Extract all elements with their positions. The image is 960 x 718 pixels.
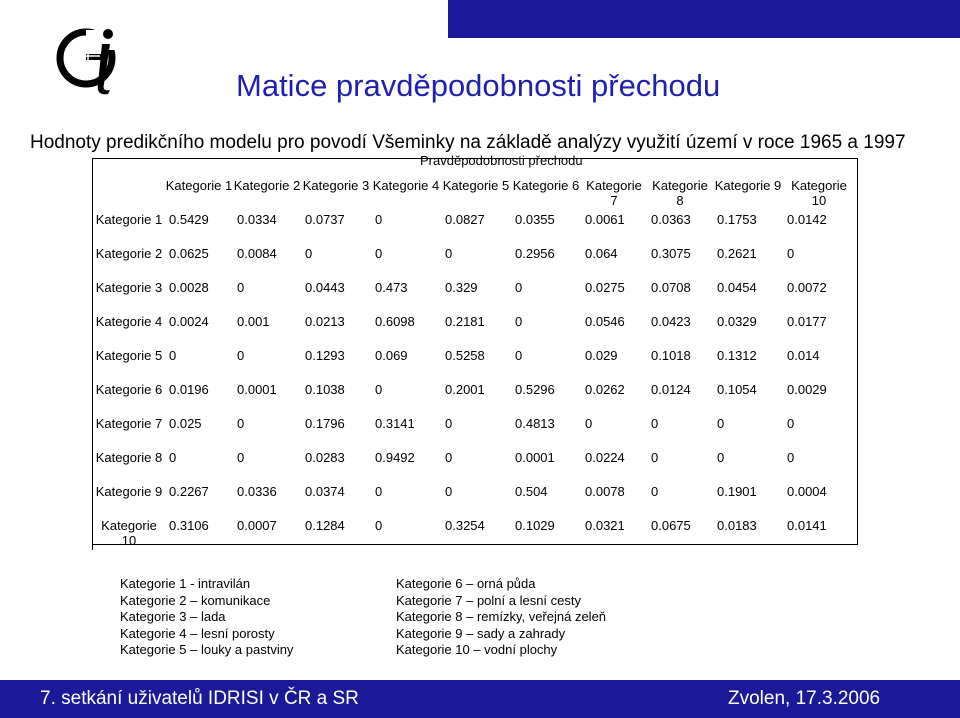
table-cell: 0.1054 [717, 382, 757, 397]
table-cell: 0.0061 [585, 212, 625, 227]
table-cell: 0.9492 [375, 450, 415, 465]
legend-left [120, 576, 293, 659]
table-cell: 0.2267 [169, 484, 209, 499]
table-cell: 0 [717, 450, 725, 465]
row-header: Kategorie 4 [95, 314, 163, 329]
table-cell: 0.0141 [787, 518, 827, 533]
row-header: Kategorie 5 [95, 348, 163, 363]
table-row [93, 314, 855, 348]
corner-cell [93, 178, 165, 212]
table-cell: 0.3254 [445, 518, 485, 533]
legend-item: Kategorie 3 – lada [120, 609, 226, 624]
footer-event: 7. setkání uživatelů IDRISI v ČR a SR [40, 688, 359, 709]
table-cell: 0 [515, 280, 523, 295]
table-cell: 0 [445, 484, 453, 499]
table-cell: 0 [445, 450, 453, 465]
table-cell: 0.0024 [169, 314, 209, 329]
column-header: Kategorie 9 [714, 178, 782, 193]
legend-item: Kategorie 10 – vodní plochy [396, 642, 558, 657]
table-cell: 0.473 [375, 280, 408, 295]
table-cell: 0 [237, 416, 245, 431]
table-cell: 0 [375, 212, 383, 227]
table-cell: 0 [651, 416, 659, 431]
table-caption: Pravděpodobnosti přechodu [420, 153, 583, 168]
legend-item: Kategorie 4 – lesní porosty [120, 625, 275, 641]
table-cell: 0.0001 [515, 450, 555, 465]
table-cell: 0.0374 [305, 484, 345, 499]
table-cell: 0.0363 [651, 212, 691, 227]
table-cell: 0.064 [585, 246, 618, 261]
table-cell: 0.5258 [445, 348, 485, 363]
table-cell: 0.1029 [515, 518, 555, 533]
table-cell: 0.2956 [515, 246, 555, 261]
legend-item: Kategorie 5 – louky a pastviny [120, 642, 294, 657]
table-cell: 0 [787, 246, 795, 261]
table-cell: 0.0329 [717, 314, 757, 329]
table-cell: 0.1284 [305, 518, 345, 533]
table-cell: 0.0029 [787, 382, 827, 397]
table-cell: 0 [305, 246, 313, 261]
row-header: Kategorie 9 [95, 484, 163, 499]
row-header: Kategorie 2 [95, 246, 163, 261]
table-cell: 0 [585, 416, 593, 431]
table-cell: 0 [375, 246, 383, 261]
table-cell: 0.3106 [169, 518, 209, 533]
footer-bar [0, 680, 960, 718]
table-cell: 0.0078 [585, 484, 625, 499]
table-cell: 0 [515, 348, 523, 363]
table-cell: 0.1901 [717, 484, 757, 499]
table-row [93, 450, 855, 484]
table-cell: 0 [787, 450, 795, 465]
table-cell: 0 [375, 382, 383, 397]
table-cell: 0.029 [585, 348, 618, 363]
row-header: Kategorie 10 [101, 518, 157, 548]
table-cell: 0.0196 [169, 382, 209, 397]
table-row [93, 382, 855, 416]
top-banner [448, 0, 960, 38]
column-header: Kategorie 7 [586, 178, 642, 208]
table-cell: 0 [169, 450, 177, 465]
legend-item: Kategorie 9 – sady a zahrady [396, 625, 566, 641]
table-cell: 0.1796 [305, 416, 345, 431]
table-cell: 0 [445, 246, 453, 261]
table-row [93, 246, 855, 280]
column-header: Kategorie 6 [512, 178, 580, 193]
legend-right [396, 576, 606, 659]
table-cell: 0.3141 [375, 416, 415, 431]
table-cell: 0.0124 [651, 382, 691, 397]
table-cell: 0.0177 [787, 314, 827, 329]
table-cell: 0.1312 [717, 348, 757, 363]
table-cell: 0 [237, 348, 245, 363]
table-cell: 0.0355 [515, 212, 555, 227]
table-cell: 0.0004 [787, 484, 827, 499]
table-row [93, 212, 855, 246]
table-cell: 0.0334 [237, 212, 277, 227]
table-cell: 0.0625 [169, 246, 209, 261]
page-title: Matice pravděpodobnosti přechodu [236, 68, 721, 103]
table-cell: 0 [237, 450, 245, 465]
table-cell: 0.0262 [585, 382, 625, 397]
table-cell: 0.504 [515, 484, 548, 499]
table-cell: 0.0142 [787, 212, 827, 227]
table-cell: 0.0827 [445, 212, 485, 227]
table-cell: 0.0275 [585, 280, 625, 295]
column-header: Kategorie 8 [652, 178, 708, 208]
table-cell: 0.0737 [305, 212, 345, 227]
table-cell: 0.6098 [375, 314, 415, 329]
row-header: Kategorie 8 [95, 450, 163, 465]
table-row [93, 518, 855, 552]
table-cell: 0.0001 [237, 382, 277, 397]
row-header: Kategorie 6 [95, 382, 163, 397]
table-cell: 0.0028 [169, 280, 209, 295]
table-cell: 0.0454 [717, 280, 757, 295]
transition-matrix-table [93, 178, 855, 552]
table-cell: 0 [515, 314, 523, 329]
table-cell: 0 [237, 280, 245, 295]
row-header: Kategorie 1 [95, 212, 163, 227]
table-cell: 0.2181 [445, 314, 485, 329]
table-cell: 0.3075 [651, 246, 691, 261]
table-row [93, 280, 855, 314]
table-header-row [93, 178, 855, 212]
table-cell: 0 [169, 348, 177, 363]
table-cell: 0 [445, 416, 453, 431]
legend-item: Kategorie 6 – orná půda [396, 576, 536, 591]
table-cell: 0 [651, 450, 659, 465]
table-cell: 0.0224 [585, 450, 625, 465]
table-cell: 0.0007 [237, 518, 277, 533]
table-cell: 0.2001 [445, 382, 485, 397]
table-cell: 0.0213 [305, 314, 345, 329]
table-cell: 0.2621 [717, 246, 757, 261]
table-cell: 0 [787, 416, 795, 431]
table-row [93, 484, 855, 518]
table-cell: 0.0423 [651, 314, 691, 329]
table-cell: 0.0321 [585, 518, 625, 533]
legend-item: Kategorie 8 – remízky, veřejná zeleň [396, 609, 607, 624]
column-header: Kategorie 5 [442, 178, 510, 193]
legend-item: Kategorie 1 - intravilán [120, 576, 251, 591]
legend-item: Kategorie 7 – polní a lesní cesty [396, 592, 582, 608]
table-cell: 0.0443 [305, 280, 345, 295]
table-cell: 0 [375, 518, 383, 533]
table-cell: 0 [651, 484, 659, 499]
table-cell: 0.0183 [717, 518, 757, 533]
table-cell: 0.001 [237, 314, 270, 329]
footer-date: Zvolen, 17.3.2006 [728, 688, 881, 709]
table-cell: 0.0283 [305, 450, 345, 465]
column-header: Kategorie 2 [233, 178, 301, 193]
table-cell: 0.025 [169, 416, 202, 431]
table-cell: 0.1753 [717, 212, 757, 227]
table-cell: 0.1038 [305, 382, 345, 397]
table-cell: 0 [717, 416, 725, 431]
table-cell: 0.1018 [651, 348, 691, 363]
table-cell: 0.0072 [787, 280, 827, 295]
legend-item: Kategorie 2 – komunikace [120, 592, 271, 608]
row-header: Kategorie 7 [95, 416, 163, 431]
column-header: Kategorie 4 [372, 178, 440, 193]
table-cell: 0.0708 [651, 280, 691, 295]
column-header: Kategorie 10 [791, 178, 847, 208]
table-cell: 0.1293 [305, 348, 345, 363]
table-cell: 0.069 [375, 348, 408, 363]
table-cell: 0.0336 [237, 484, 277, 499]
row-header: Kategorie 3 [95, 280, 163, 295]
page-subtitle: Hodnoty predikčního modelu pro povodí Všeminky na základě analýzy využití území v roce 1965 a 1997 [30, 132, 906, 153]
table-cell: 0.0675 [651, 518, 691, 533]
table-cell: 0.329 [445, 280, 478, 295]
table-cell: 0 [375, 484, 383, 499]
table-cell: 0.5296 [515, 382, 555, 397]
column-header: Kategorie 1 [165, 178, 233, 193]
table-row [93, 348, 855, 382]
table-cell: 0.0546 [585, 314, 625, 329]
table-cell: 0.014 [787, 348, 820, 363]
table-cell: 0.4813 [515, 416, 555, 431]
table-cell: 0.5429 [169, 212, 209, 227]
table-row [93, 416, 855, 450]
column-header: Kategorie 3 [302, 178, 370, 193]
table-cell: 0.0084 [237, 246, 277, 261]
